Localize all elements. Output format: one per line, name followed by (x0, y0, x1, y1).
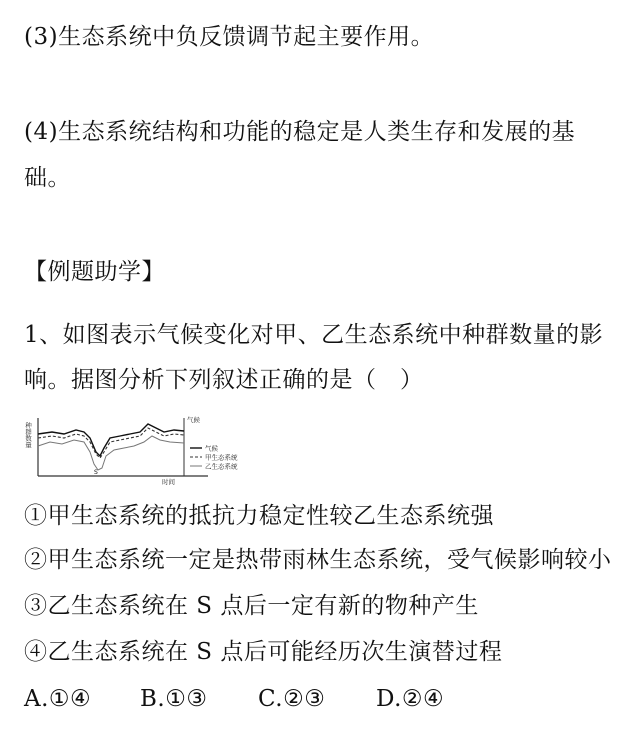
option-a: A.①④ (24, 686, 92, 712)
legend-label-ecosystem-a: 甲生态系统 (205, 453, 238, 462)
legend (190, 444, 238, 471)
question-line-2: 响。据图分析下列叙述正确的是（ ） (24, 367, 424, 393)
climate-population-figure (24, 412, 284, 488)
option-c: C.②③ (258, 686, 326, 712)
question-line-1: 1、如图表示气候变化对甲、乙生态系统中种群数量的影 (24, 322, 604, 348)
section-title: 【例题助学】 (24, 259, 165, 285)
ecosystem-b-line (38, 436, 184, 470)
option-d: D.②④ (376, 686, 445, 712)
legend-label-climate: 气候 (205, 444, 218, 453)
option-b: B.①③ (140, 686, 208, 712)
statement-2: ②甲生态系统一定是热带雨林生态系统，受气候影响较小 (24, 547, 612, 573)
statement-4: ④乙生态系统在 S 点后可能经历次生演替过程 (24, 639, 503, 665)
statement-1: ①甲生态系统的抵抗力稳定性较乙生态系统强 (24, 503, 494, 529)
x-axis-label: 时间 (162, 478, 175, 486)
y-axis-label: 种群数量 (24, 422, 32, 448)
paragraph-4-line-1: (4)生态系统结构和功能的稳定是人类生存和发展的基 (24, 119, 576, 145)
s-point-label: S (94, 469, 98, 476)
paragraph-3: (3)生态系统中负反馈调节起主要作用。 (24, 24, 435, 50)
legend-label-ecosystem-b: 乙生态系统 (205, 462, 238, 471)
ecosystem-a-line (38, 428, 184, 458)
statement-3: ③乙生态系统在 S 点后一定有新的物种产生 (24, 593, 479, 619)
right-axis-label: 气候 (187, 416, 200, 424)
paragraph-4-line-2: 础。 (24, 165, 71, 191)
